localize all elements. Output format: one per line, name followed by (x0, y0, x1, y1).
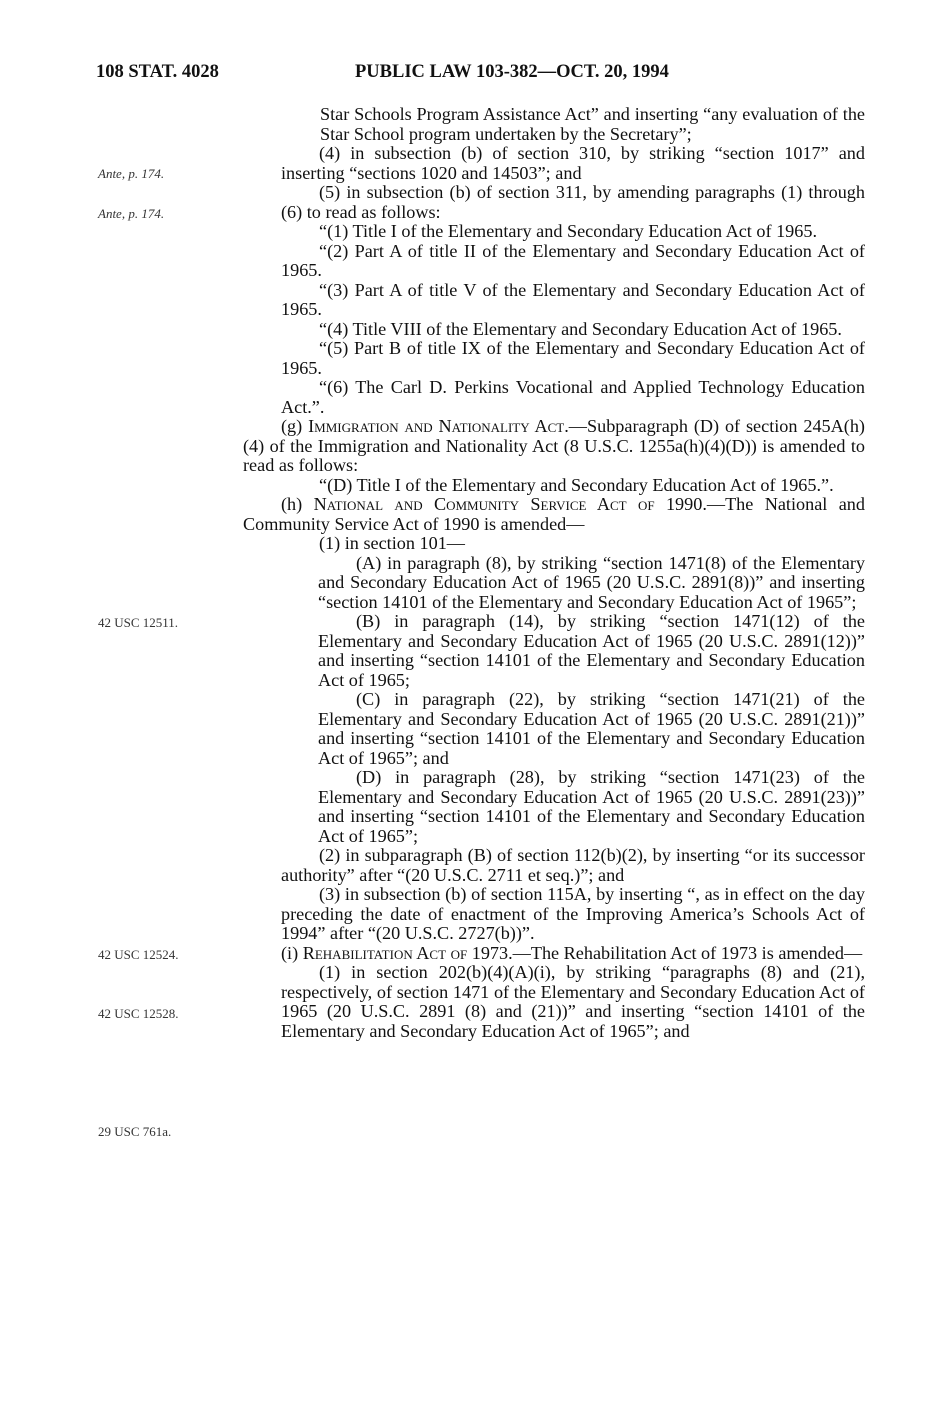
margin-note: 42 USC 12524. (98, 947, 179, 962)
paragraph: “(1) Title I of the Elementary and Secondary Education Act of 1965. (319, 221, 818, 241)
paragraph: “(D) Title I of the Elementary and Secondary Education Act of 1965.”. (319, 474, 834, 495)
paragraph: (g) Immigration and Nationality Act.—Subparagraph (D) of section 245A(h)(4) of the Immigration and Nationality Act (8 U.S.C. 1255a(h)(4)(D)) is amended to read as follows: (243, 416, 865, 475)
law-title: PUBLIC LAW 103-382—OCT. 20, 1994 (355, 62, 669, 82)
paragraph: “(3) Part A of title V of the Elementary and Secondary Education Act of 1965. (281, 279, 865, 319)
margin-note: 29 USC 761a. (98, 1124, 172, 1139)
margin-note: 42 USC 12528. (98, 1006, 179, 1021)
paragraph: (B) in paragraph (14), by striking “section 1471(12) of the Elementary and Secondary Education Act of 1965 (20 U.S.C. 2891(12))” and inserting “section 14101 of the Elementary and Secondary Education Act of 1965; (318, 611, 865, 690)
paragraph: (5) in subsection (b) of section 311, by amending paragraphs (1) through (6) to read as follows: (281, 182, 865, 222)
paragraph: (4) in subsection (b) of section 310, by striking “section 1017” and inserting “sections 1020 and 14503”; and (281, 143, 865, 183)
paragraph: (1) in section 202(b)(4)(A)(i), by striking “paragraphs (8) and (21), respectively, of section 1471 of the Elementary and Secondary Education Act of 1965 (20 U.S.C. 2891 (8) and (21))” and inserting “section 14101 of the Elementary and Secondary Education Act of 1965”; and (281, 962, 865, 1041)
paragraph: “(6) The Carl D. Perkins Vocational and Applied Technology Education Act.”. (281, 377, 865, 417)
body-text (0, 105, 946, 1041)
paragraph: (1) in section 101— (319, 533, 465, 553)
paragraph: “(4) Title VIII of the Elementary and Secondary Education Act of 1965. (319, 318, 842, 339)
stat-citation: 108 STAT. 4028 (96, 62, 219, 82)
paragraph: (C) in paragraph (22), by striking “section 1471(21) of the Elementary and Secondary Education Act of 1965 (20 U.S.C. 2891(21))” and inserting “section 14101 of the Elementary and Secondary Education Act of 1965”; and (318, 689, 865, 768)
margin-note: Ante, p. 174. (98, 206, 165, 221)
paragraph: (h) National and Community Service Act of 1990.—The National and Community Service Act of 1990 is amended— (243, 494, 865, 534)
margin-note: 42 USC 12511. (98, 615, 179, 630)
paragraph: Star Schools Program Assistance Act” and inserting “any evaluation of the Star School program undertaken by the Secretary”; (320, 104, 865, 144)
paragraph: (D) in paragraph (28), by striking “section 1471(23) of the Elementary and Secondary Education Act of 1965 (20 U.S.C. 2891(23))” and inserting “section 14101 of the Elementary and Secondary Education Act of 1965”; (318, 767, 865, 846)
paragraph: (A) in paragraph (8), by striking “section 1471(8) of the Elementary and Secondary Education Act of 1965 (20 U.S.C. 2891(8))” and inserting “section 14101 of the Elementary and Secondary Education Act of 1965”; (318, 552, 865, 612)
paragraph: “(5) Part B of title IX of the Elementary and Secondary Education Act of 1965. (281, 338, 865, 378)
paragraph: (3) in subsection (b) of section 115A, by inserting “, as in effect on the day preceding the date of enactment of the Improving America’s Schools Act of 1994” after “(20 U.S.C. 2727(b))”. (281, 884, 865, 943)
margin-note: Ante, p. 174. (98, 166, 165, 181)
page-header (0, 62, 946, 86)
paragraph: “(2) Part A of title II of the Elementary and Secondary Education Act of 1965. (281, 240, 865, 280)
paragraph: (i) Rehabilitation Act of 1973.—The Rehabilitation Act of 1973 is amended— (281, 942, 863, 963)
paragraph: (2) in subparagraph (B) of section 112(b)(2), by inserting “or its successor authority” after “(20 U.S.C. 2711 et seq.)”; and (281, 845, 865, 885)
